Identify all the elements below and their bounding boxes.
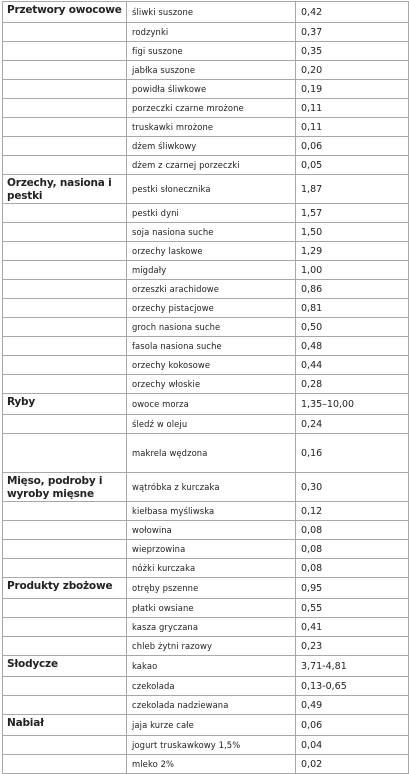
table-row (3, 599, 409, 618)
value-cell: 0,04 (296, 736, 409, 755)
table-row (3, 559, 409, 578)
empty-category-cell (3, 80, 127, 99)
empty-category-cell (3, 540, 127, 559)
value-cell: 0,11 (296, 99, 409, 118)
product-cell: wątróbka z kurczaka (127, 473, 296, 502)
product-cell: czekolada (127, 677, 296, 696)
product-cell: truskawki mrożone (127, 118, 296, 137)
product-cell: groch nasiona suche (127, 318, 296, 337)
table-row (3, 118, 409, 137)
value-cell: 0,20 (296, 61, 409, 80)
product-cell: wołowina (127, 521, 296, 540)
product-cell: czekolada nadziewana (127, 696, 296, 715)
empty-category-cell (3, 637, 127, 656)
category-cell: Przetwory owocowe (3, 2, 127, 23)
table-row (3, 656, 409, 677)
empty-category-cell (3, 618, 127, 637)
value-cell: 1,29 (296, 242, 409, 261)
product-cell: kasza gryczana (127, 618, 296, 637)
empty-category-cell (3, 356, 127, 375)
value-cell: 0,49 (296, 696, 409, 715)
category-cell: Orzechy, nasiona i pestki (3, 175, 127, 204)
value-cell: 0,24 (296, 415, 409, 434)
empty-category-cell (3, 23, 127, 42)
table-row (3, 540, 409, 559)
empty-category-cell (3, 559, 127, 578)
product-cell: makrela wędzona (127, 434, 296, 473)
table-row (3, 696, 409, 715)
product-cell: pestki słonecznika (127, 175, 296, 204)
empty-category-cell (3, 677, 127, 696)
value-cell: 0,23 (296, 637, 409, 656)
empty-category-cell (3, 755, 127, 774)
value-cell: 0,05 (296, 156, 409, 175)
category-cell: Produkty zbożowe (3, 578, 127, 599)
empty-category-cell (3, 696, 127, 715)
empty-category-cell (3, 61, 127, 80)
value-cell: 0,35 (296, 42, 409, 61)
empty-category-cell (3, 415, 127, 434)
value-cell: 0,37 (296, 23, 409, 42)
value-cell: 0,12 (296, 502, 409, 521)
table-row (3, 299, 409, 318)
product-cell: migdały (127, 261, 296, 280)
table-row (3, 337, 409, 356)
value-cell: 0,55 (296, 599, 409, 618)
value-cell: 0,16 (296, 434, 409, 473)
table-row (3, 242, 409, 261)
value-cell: 3,71-4,81 (296, 656, 409, 677)
value-cell: 0,30 (296, 473, 409, 502)
category-cell: Nabiał (3, 715, 127, 736)
table-row (3, 204, 409, 223)
table-row (3, 375, 409, 394)
table-row (3, 578, 409, 599)
value-cell: 0,41 (296, 618, 409, 637)
empty-category-cell (3, 204, 127, 223)
product-cell: kakao (127, 656, 296, 677)
table-row (3, 261, 409, 280)
product-cell: fasola nasiona suche (127, 337, 296, 356)
product-cell: mleko 2% (127, 755, 296, 774)
empty-category-cell (3, 434, 127, 473)
empty-category-cell (3, 521, 127, 540)
empty-category-cell (3, 42, 127, 61)
table-row (3, 23, 409, 42)
value-cell: 1,50 (296, 223, 409, 242)
table-row (3, 434, 409, 473)
product-cell: dżem z czarnej porzeczki (127, 156, 296, 175)
value-cell: 0,50 (296, 318, 409, 337)
table-row (3, 2, 409, 23)
value-cell: 0,02 (296, 755, 409, 774)
value-cell: 0,08 (296, 559, 409, 578)
table-row (3, 318, 409, 337)
product-cell: płatki owsiane (127, 599, 296, 618)
value-cell: 0,95 (296, 578, 409, 599)
value-cell: 0,81 (296, 299, 409, 318)
product-cell: jogurt truskawkowy 1,5% (127, 736, 296, 755)
product-cell: kiełbasa myśliwska (127, 502, 296, 521)
table-row (3, 677, 409, 696)
table-row (3, 755, 409, 774)
empty-category-cell (3, 299, 127, 318)
table-row (3, 356, 409, 375)
empty-category-cell (3, 599, 127, 618)
value-cell: 1,00 (296, 261, 409, 280)
product-cell: orzechy kokosowe (127, 356, 296, 375)
value-cell: 0,86 (296, 280, 409, 299)
table-row (3, 175, 409, 204)
product-cell: figi suszone (127, 42, 296, 61)
category-cell: Słodycze (3, 656, 127, 677)
product-cell: orzeszki arachidowe (127, 280, 296, 299)
value-cell: 0,42 (296, 2, 409, 23)
table-row (3, 42, 409, 61)
empty-category-cell (3, 99, 127, 118)
table-row (3, 80, 409, 99)
value-cell: 0,44 (296, 356, 409, 375)
value-cell: 1,35–10,00 (296, 394, 409, 415)
value-cell: 0,19 (296, 80, 409, 99)
product-cell: otręby pszenne (127, 578, 296, 599)
table-row (3, 502, 409, 521)
table-row (3, 521, 409, 540)
empty-category-cell (3, 223, 127, 242)
data-table (2, 1, 409, 774)
value-cell: 0,11 (296, 118, 409, 137)
table-row (3, 61, 409, 80)
empty-category-cell (3, 261, 127, 280)
value-cell: 1,87 (296, 175, 409, 204)
table-row (3, 618, 409, 637)
product-cell: orzechy włoskie (127, 375, 296, 394)
value-cell: 0,28 (296, 375, 409, 394)
empty-category-cell (3, 280, 127, 299)
table-row (3, 394, 409, 415)
empty-category-cell (3, 736, 127, 755)
table-row (3, 223, 409, 242)
empty-category-cell (3, 337, 127, 356)
category-cell: Mięso, podroby i wyroby mięsne (3, 473, 127, 502)
product-cell: śliwki suszone (127, 2, 296, 23)
table-row (3, 637, 409, 656)
empty-category-cell (3, 137, 127, 156)
value-cell: 0,48 (296, 337, 409, 356)
product-cell: owoce morza (127, 394, 296, 415)
table-row (3, 736, 409, 755)
value-cell: 0,06 (296, 715, 409, 736)
table-row (3, 156, 409, 175)
product-cell: powidła śliwkowe (127, 80, 296, 99)
table-row (3, 415, 409, 434)
table-row (3, 280, 409, 299)
empty-category-cell (3, 118, 127, 137)
table-row (3, 99, 409, 118)
product-cell: śledź w oleju (127, 415, 296, 434)
product-cell: nóżki kurczaka (127, 559, 296, 578)
empty-category-cell (3, 242, 127, 261)
table-row (3, 473, 409, 502)
value-cell: 0,08 (296, 521, 409, 540)
product-cell: orzechy pistacjowe (127, 299, 296, 318)
empty-category-cell (3, 502, 127, 521)
value-cell: 0,13-0,65 (296, 677, 409, 696)
product-cell: chleb żytni razowy (127, 637, 296, 656)
product-cell: jaja kurze całe (127, 715, 296, 736)
table-row (3, 137, 409, 156)
product-cell: wieprzowina (127, 540, 296, 559)
table-row (3, 715, 409, 736)
category-cell: Ryby (3, 394, 127, 415)
value-cell: 0,08 (296, 540, 409, 559)
empty-category-cell (3, 318, 127, 337)
value-cell: 0,06 (296, 137, 409, 156)
product-cell: dżem śliwkowy (127, 137, 296, 156)
product-cell: rodzynki (127, 23, 296, 42)
product-cell: orzechy laskowe (127, 242, 296, 261)
value-cell: 1,57 (296, 204, 409, 223)
product-cell: pestki dyni (127, 204, 296, 223)
product-cell: soja nasiona suche (127, 223, 296, 242)
table-body (3, 2, 409, 774)
product-cell: porzeczki czarne mrożone (127, 99, 296, 118)
empty-category-cell (3, 156, 127, 175)
product-cell: jabłka suszone (127, 61, 296, 80)
empty-category-cell (3, 375, 127, 394)
